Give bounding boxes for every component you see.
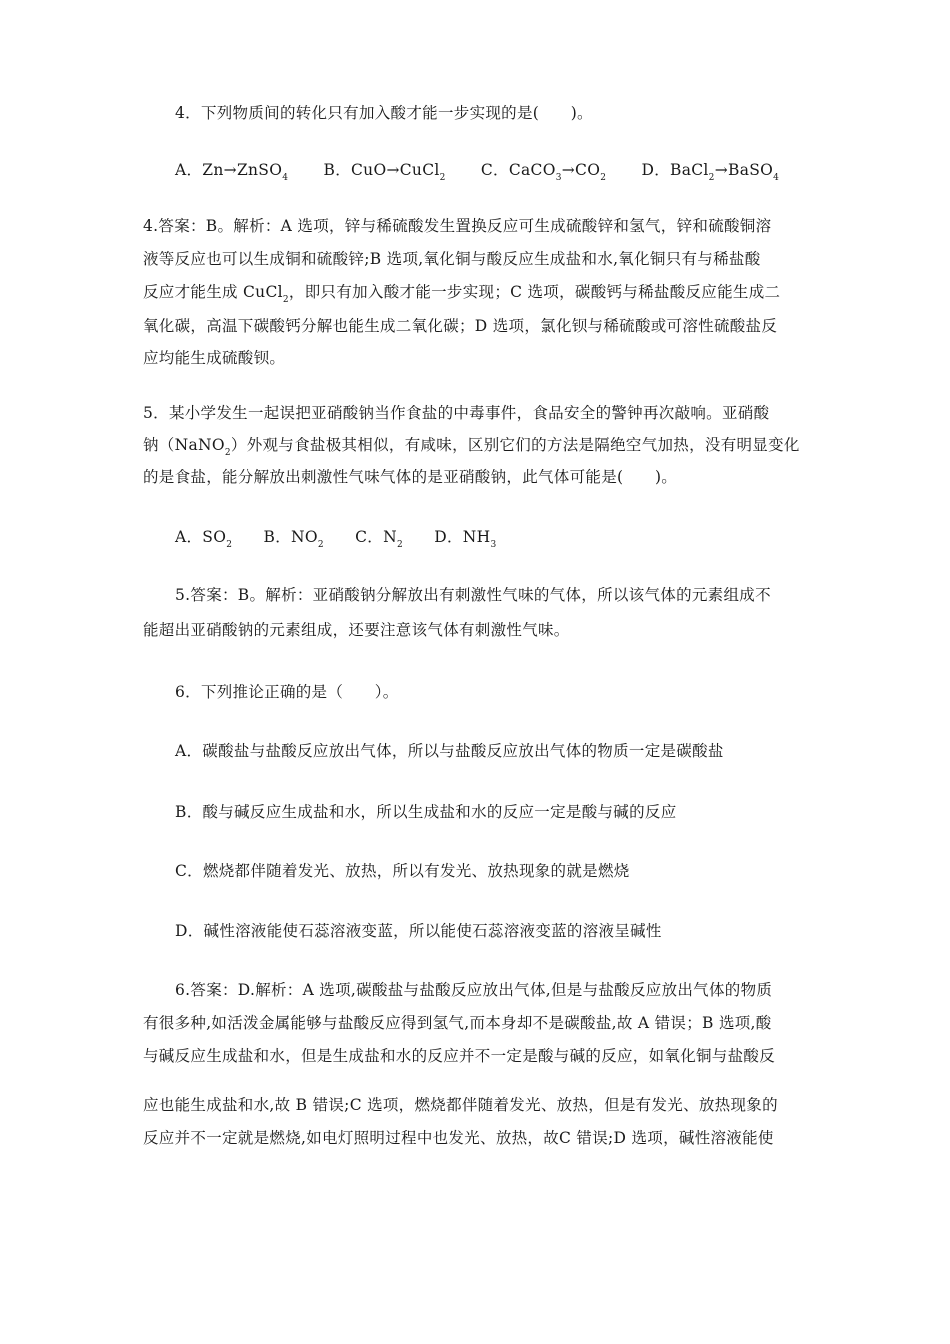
q5-answer-line: 5.答案：B。解析：亚硝酸钠分解放出有刺激性气味的气体，所以该气体的元素组成不 bbox=[175, 586, 771, 604]
q6-option-a: A．碳酸盐与盐酸反应放出气体，所以与盐酸反应放出气体的物质一定是碳酸盐 bbox=[175, 742, 724, 760]
q6-answer-line: 应也能生成盐和水,故 B 错误;C 选项，燃烧都伴随着发光、放热，但是有发光、放热现象的 bbox=[143, 1096, 778, 1114]
q6-option-c: C．燃烧都伴随着发光、放热，所以有发光、放热现象的就是燃烧 bbox=[175, 862, 630, 880]
q5-answer-line: 能超出亚硝酸钠的元素组成，还要注意该气体有刺激性气味。 bbox=[143, 621, 570, 639]
q6-answer-line: 与碱反应生成盐和水，但是生成盐和水的反应并不一定是酸与碱的反应，如氧化铜与盐酸反 bbox=[143, 1047, 776, 1065]
q4-answer-line: 应均能生成硫酸钡。 bbox=[143, 349, 286, 367]
q4-answer-line: 反应才能生成 CuCl$_2$，即只有加入酸才能一步实现；C 选项，碳酸钙与稀盐酸反应能生成二 bbox=[143, 283, 781, 305]
q4-answer-line: 4.答案：B。解析：A 选项，锌与稀硫酸发生置换反应可生成硫酸锌和氢气，锌和硫酸铜溶 bbox=[143, 217, 772, 235]
q5-stem-line: 的是食盐，能分解放出刺激性气味气体的是亚硝酸钠，此气体可能是( )。 bbox=[143, 468, 678, 486]
q6-option-b: B．酸与碱反应生成盐和水，所以生成盐和水的反应一定是酸与碱的反应 bbox=[175, 803, 677, 821]
q5-stem-line: 钠（NaNO$_2$）外观与食盐极其相似，有咸味，区别它们的方法是隔绝空气加热，没有明显变化 bbox=[143, 436, 800, 458]
q4-answer-line: 氧化碳，高温下碳酸钙分解也能生成二氧化碳；D 选项，氯化钡与稀硫酸或可溶性硫酸盐反 bbox=[143, 317, 778, 335]
q5-option-c: C．$N_2$ bbox=[355, 528, 404, 550]
q4-option-d: D．BaCl$_2$→BaSO$_4$ bbox=[641, 161, 780, 183]
q4-option-a: A．Zn→ZnSO$_4$ bbox=[175, 161, 289, 183]
q4-options bbox=[175, 160, 780, 183]
q5-options bbox=[175, 527, 497, 550]
q5-stem-line: 5．某小学发生一起误把亚硝酸钠当作食盐的中毒事件，食品安全的警钟再次敲响。亚硝酸 bbox=[143, 404, 770, 422]
q6-answer-line: 反应并不一定就是燃烧,如电灯照明过程中也发光、放热，故C 错误;D 选项，碱性溶液能使 bbox=[143, 1129, 774, 1147]
q4-option-b: B．CuO→CuCl$_2$ bbox=[323, 161, 446, 183]
q5-option-d: D．$NH_3$ bbox=[434, 528, 497, 550]
q4-stem: 4．下列物质间的转化只有加入酸才能一步实现的是( )。 bbox=[175, 104, 593, 122]
q6-stem: 6．下列推论正确的是（ ）。 bbox=[175, 683, 399, 701]
q4-option-c: C．$CaCO_3\to CO_2$ bbox=[480, 161, 607, 183]
q6-answer-line: 6.答案：D.解析：A 选项,碳酸盐与盐酸反应放出气体,但是与盐酸反应放出气体的物质 bbox=[175, 981, 773, 999]
q4-answer-line: 液等反应也可以生成铜和硫酸锌;B 选项,氧化铜与酸反应生成盐和水,氧化铜只有与稀盐酸 bbox=[143, 250, 761, 268]
q6-answer-line: 有很多种,如活泼金属能够与盐酸反应得到氢气,而本身却不是碳酸盐,故 A 错误；B 选项,酸 bbox=[143, 1014, 772, 1032]
q5-option-b: B．$NO_2$ bbox=[263, 528, 324, 550]
q6-option-d: D．碱性溶液能使石蕊溶液变蓝，所以能使石蕊溶液变蓝的溶液呈碱性 bbox=[175, 922, 662, 940]
q5-option-a: A．$SO_2$ bbox=[175, 528, 233, 550]
